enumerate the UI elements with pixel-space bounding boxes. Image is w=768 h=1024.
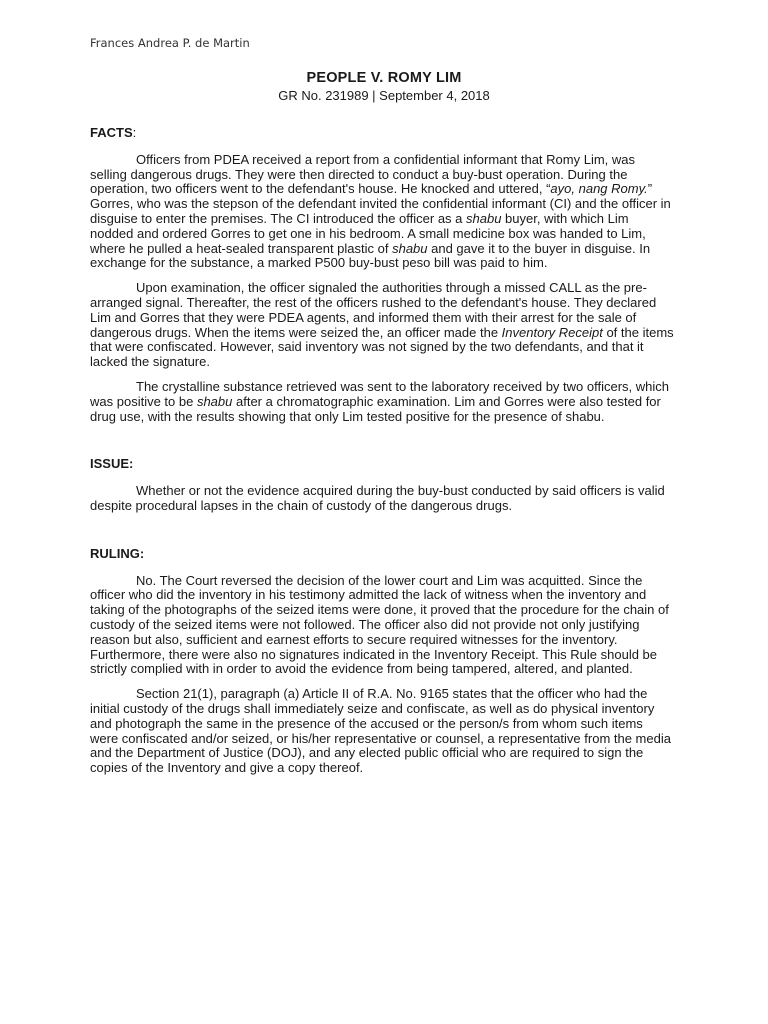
issue-heading: ISSUE: xyxy=(90,456,134,472)
ruling-heading: RULING: xyxy=(90,545,145,561)
ruling-paragraph-1: No. The Court reversed the decision of the lower court and Lim was acquitted. Since the officer who did the inventory in his testimony admitted the lack of witness when the inventory and taking of the photographs of the seized items were done, it proved that the procedure for the chain of custody of the seized items were not followed. The officer also did not provide not only justifying reason but also, sufficient and earnest efforts to secure required witnesses for the inventory. Furthermore, there were also no signatures indicated in the Inventory Receipt. This Rule should be strictly complied with in order to avoid the evidence from being tampered, altered, and planted. xyxy=(90,572,669,677)
ruling-paragraph-2: Section 21(1), paragraph (a) Article II of R.A. No. 9165 states that the officer who had the initial custody of the drugs shall immediately seize and confiscate, as well as do physical inventory and photograph the same in the presence of the accused or the person/s from whom such items were confiscated and/or seized, or his/her representative or counsel, a representative from the media and the Department of Justice (DOJ), and any elected public official who are required to sign the copies of the Inventory and give a copy thereof. xyxy=(90,686,671,776)
facts-paragraph-1: Officers from PDEA received a report from a confidential informant that Romy Lim, was selling dangerous drugs. They were then directed to conduct a buy-bust operation. During the operation, two officers went to the defendant's house. He knocked and uttered, “ayo, nang Romy.” Gorres, who was the stepson of the defendant invited the confidential informant (CI) and the officer in disguise to enter the premises. The CI introduced the officer as a shabu buyer, with which Lim nodded and ordered Gorres to get one in his bedroom. A small medicine box was handed to Lim, where he pulled a heat-sealed transparent plastic of shabu and gave it to the buyer in disguise. In exchange for the substance, a marked P500 buy-bust peso bill was paid to him. xyxy=(90,151,671,271)
case-subtitle: GR No. 231989 | September 4, 2018 xyxy=(278,88,490,103)
title-block xyxy=(0,70,768,103)
author-name: Frances Andrea P. de Martin xyxy=(90,36,250,50)
facts-paragraph-3: The crystalline substance retrieved was sent to the laboratory received by two officers, which was positive to be shabu after a chromatographic examination. Lim and Gorres were also tested for drug use, with the results showing that only Lim tested positive for the presence of shabu. xyxy=(90,378,670,424)
issue-paragraph: Whether or not the evidence acquired during the buy-bust conducted by said officers is valid despite procedural lapses in the chain of custody of the dangerous drugs. xyxy=(90,483,665,513)
case-title: PEOPLE V. ROMY LIM xyxy=(306,70,462,86)
document-body xyxy=(90,126,674,776)
facts-paragraph-2: Upon examination, the officer signaled the authorities through a missed CALL as the pre-arranged signal. Thereafter, the rest of the officers rushed to the defendant's house. They declared Lim and Gorres that they were PDEA agents, and informed them with their arrest for the sale of dangerous drugs. When the items were seized the, an officer made the Inventory Receipt of the items that were confiscated. However, said inventory was not signed by the two defendants, and that it lacked the signature. xyxy=(90,280,674,370)
facts-heading: FACTS: xyxy=(90,125,137,140)
